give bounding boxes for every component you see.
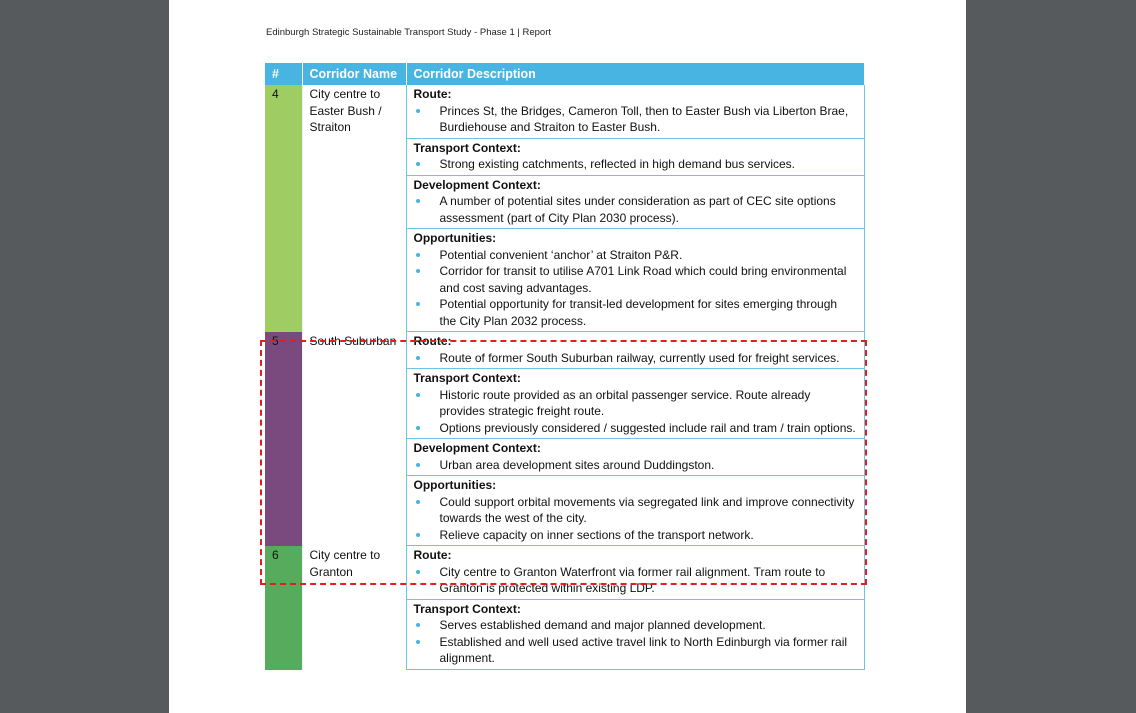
col-header-corridor-description: Corridor Description xyxy=(406,63,864,85)
section-route xyxy=(407,332,864,369)
corridor-description xyxy=(406,85,864,332)
table-row xyxy=(265,332,864,546)
corridor-table xyxy=(265,63,865,670)
bullet-item: Princes St, the Bridges, Cameron Toll, then to Easter Bush via Liberton Brae, Burdiehouse and Straiton to Easter Bush. xyxy=(414,103,857,136)
section-title: Route: xyxy=(413,87,452,101)
section-opportunities xyxy=(407,229,864,332)
bullet-item: City centre to Granton Waterfront via former rail alignment. Tram route to Granton is protected within existing LDP. xyxy=(414,564,857,597)
section-route xyxy=(407,85,864,139)
bullet-item: A number of potential sites under consideration as part of CEC site options assessment (part of City Plan 2030 process). xyxy=(414,193,857,226)
section-title: Route: xyxy=(413,334,452,348)
bullet-item: Options previously considered / suggested include rail and tram / train options. xyxy=(414,420,857,437)
section-development-context xyxy=(407,176,864,230)
bullet-item: Potential opportunity for transit-led development for sites emerging through the City Plan 2032 process. xyxy=(414,296,857,329)
bullet-item: Route of former South Suburban railway, currently used for freight services. xyxy=(414,350,857,367)
bullet-item: Strong existing catchments, reflected in high demand bus services. xyxy=(414,156,857,173)
section-title: Development Context: xyxy=(413,177,541,192)
table-header-row xyxy=(265,63,864,85)
bullet-item: Potential convenient ‘anchor’ at Straiton P&R. xyxy=(414,247,857,264)
bullet-item: Urban area development sites around Duddingston. xyxy=(414,457,857,474)
section-transport-context xyxy=(407,139,864,176)
section-development-context xyxy=(407,439,864,476)
section-transport-context xyxy=(407,369,864,439)
col-header-number: # xyxy=(265,63,302,85)
row-number-cell: 4 xyxy=(265,85,302,332)
corridor-description xyxy=(406,546,864,670)
row-number-cell: 6 xyxy=(265,546,302,670)
bullet-item: Historic route provided as an orbital passenger service. Route already provides strategic freight route. xyxy=(414,387,857,420)
section-opportunities xyxy=(407,476,864,546)
section-title: Transport Context: xyxy=(413,601,521,616)
bullet-item: Established and well used active travel link to North Edinburgh via former rail alignment. xyxy=(414,634,857,667)
corridor-description xyxy=(406,332,864,546)
corridor-name: City centre to Easter Bush / Straiton xyxy=(302,85,406,332)
section-title: Route: xyxy=(413,548,452,562)
bullet-item: Could support orbital movements via segregated link and improve connectivity towards the west of the city. xyxy=(414,494,857,527)
document-header: Edinburgh Strategic Sustainable Transport Study - Phase 1 | Report xyxy=(266,27,551,38)
section-route xyxy=(407,546,864,600)
section-title: Opportunities: xyxy=(413,478,497,492)
section-title: Opportunities: xyxy=(413,231,497,245)
section-title: Development Context: xyxy=(413,441,541,455)
section-transport-context xyxy=(407,600,864,670)
document-page xyxy=(169,0,966,713)
bullet-item: Corridor for transit to utilise A701 Link Road which could bring environmental and cost saving advantages. xyxy=(414,263,857,296)
row-number-cell: 5 xyxy=(265,332,302,546)
table-row xyxy=(265,85,864,332)
section-title: Transport Context: xyxy=(413,140,521,155)
corridor-name: South Suburban xyxy=(302,332,406,546)
col-header-corridor-name: Corridor Name xyxy=(302,63,406,85)
bullet-item: Relieve capacity on inner sections of the transport network. xyxy=(414,527,857,544)
corridor-name: City centre to Granton xyxy=(302,546,406,670)
table-row xyxy=(265,546,864,670)
bullet-item: Serves established demand and major planned development. xyxy=(414,617,857,634)
section-title: Transport Context: xyxy=(413,371,521,385)
